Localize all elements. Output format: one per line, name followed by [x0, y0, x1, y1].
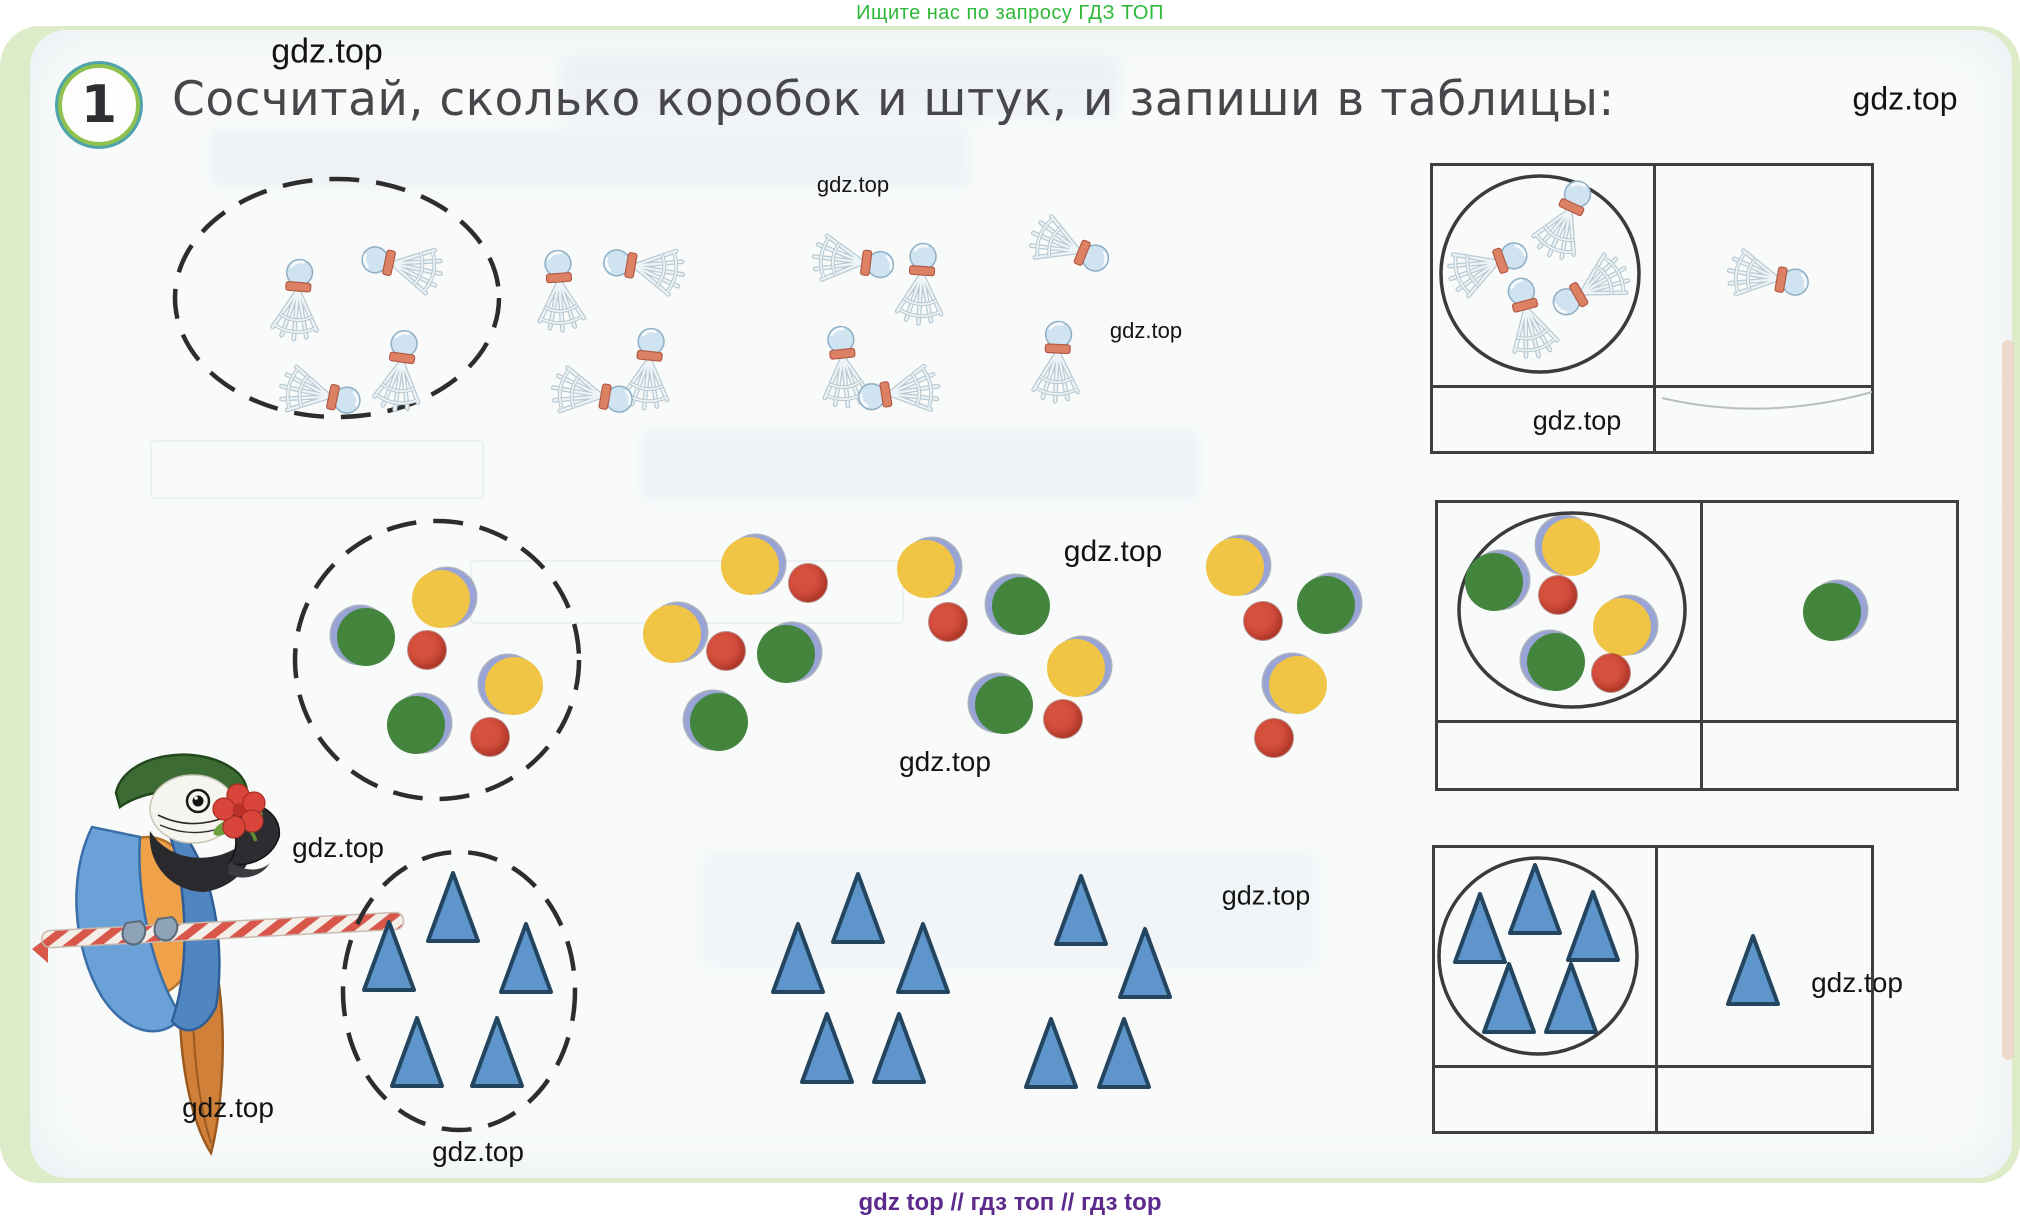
triangle-icon: [1507, 862, 1563, 936]
answer-cell-boxes: [1438, 723, 1696, 788]
ball-icon: [1044, 700, 1082, 738]
ball-icon: [1809, 581, 1867, 639]
ball-icon: [763, 623, 821, 681]
ball-icon: [393, 694, 451, 752]
ball-icon: [1536, 516, 1594, 574]
answer-cell-pieces: [1658, 1068, 1871, 1131]
triangle-icon: [389, 1015, 445, 1089]
task-number-badge: [58, 64, 140, 146]
answer-cell-boxes: [1433, 388, 1649, 451]
ball-icon: [684, 691, 742, 749]
ball-icon: [1053, 637, 1111, 695]
triangle-icon: [1481, 961, 1537, 1035]
task-number: 1: [80, 75, 118, 135]
gdz-watermark: gdz.top: [1109, 318, 1183, 343]
answer-cell-boxes: [1435, 1068, 1651, 1131]
triangle-icon: [361, 919, 417, 993]
triangle-icon: [425, 870, 481, 944]
ball-icon: [903, 538, 961, 596]
gdz-watermark: gdz.top: [1221, 880, 1311, 911]
ball-icon: [479, 655, 537, 713]
ball-icon: [1244, 602, 1282, 640]
ball-icon: [1263, 654, 1321, 712]
ball-icon: [649, 603, 707, 661]
bleed-through-artifact: [640, 430, 1200, 500]
ball-icon: [1521, 631, 1579, 689]
triangle-icon: [498, 921, 554, 995]
ball-icon: [1539, 576, 1577, 614]
ball-icon: [1471, 551, 1529, 609]
gdz-watermark: gdz.top: [816, 172, 890, 197]
answer-cell-pieces: [1703, 723, 1956, 788]
page-edge-shadow: [2002, 340, 2014, 1060]
ball-icon: [986, 575, 1044, 633]
ball-icon: [408, 631, 446, 669]
triangle-icon: [1053, 873, 1109, 947]
gdz-watermark: gdz.top: [1532, 405, 1622, 436]
ball-icon: [969, 674, 1027, 732]
triangle-icon: [871, 1011, 927, 1085]
shuttlecock-icon: [264, 256, 329, 349]
ball-icon: [331, 606, 389, 664]
shuttlecock-icon: [889, 240, 953, 332]
ball-icon: [789, 564, 827, 602]
scan-scratch-line: [1660, 388, 1875, 418]
site-footer-credit: gdz top // гдз топ // гдз top: [858, 1189, 1162, 1216]
ball-icon: [1592, 654, 1630, 692]
gdz-watermark: gdz.top: [182, 1092, 274, 1123]
site-header-text: Ищите нас по запросу ГДЗ ТОП: [856, 2, 1164, 24]
triangle-icon: [799, 1011, 855, 1085]
gdz-watermark: gdz.top: [432, 1136, 524, 1167]
gdz-watermark: gdz.top: [1811, 967, 1903, 998]
ball-icon: [1303, 574, 1361, 632]
ball-icon: [707, 632, 745, 670]
triangle-icon: [1117, 926, 1173, 1000]
ball-icon: [727, 535, 785, 593]
task-title: Сосчитай, сколько коробок и штук, и запиши в таблицы:: [172, 72, 1615, 127]
triangle-icon: [1543, 961, 1599, 1035]
triangle-icon: [1096, 1016, 1152, 1090]
gdz-watermark: gdz.top: [1852, 80, 1958, 117]
triangle-icon: [1023, 1016, 1079, 1090]
triangle-icon: [830, 871, 886, 945]
shuttlecock-icon: [1026, 319, 1089, 410]
triangle-icon: [1452, 891, 1508, 965]
triangle-icon: [895, 921, 951, 995]
gdz-watermark: gdz.top: [271, 32, 383, 71]
ball-icon: [1212, 536, 1270, 594]
shuttlecock-icon: [804, 227, 898, 295]
ball-icon: [1599, 596, 1657, 654]
gdz-watermark: gdz.top: [899, 746, 991, 777]
triangle-icon: [469, 1015, 525, 1089]
ball-icon: [929, 603, 967, 641]
triangle-icon: [1565, 889, 1621, 963]
shuttlecock-icon: [528, 247, 592, 339]
shuttlecock-icon: [365, 325, 435, 420]
gdz-watermark: gdz.top: [292, 832, 384, 863]
triangle-icon: [770, 921, 826, 995]
ball-icon: [1255, 719, 1293, 757]
bleed-through-artifact: [150, 440, 484, 499]
triangle-icon: [1725, 933, 1781, 1007]
gdz-watermark: gdz.top: [1063, 535, 1163, 568]
ball-icon: [471, 718, 509, 756]
ball-icon: [418, 568, 476, 626]
